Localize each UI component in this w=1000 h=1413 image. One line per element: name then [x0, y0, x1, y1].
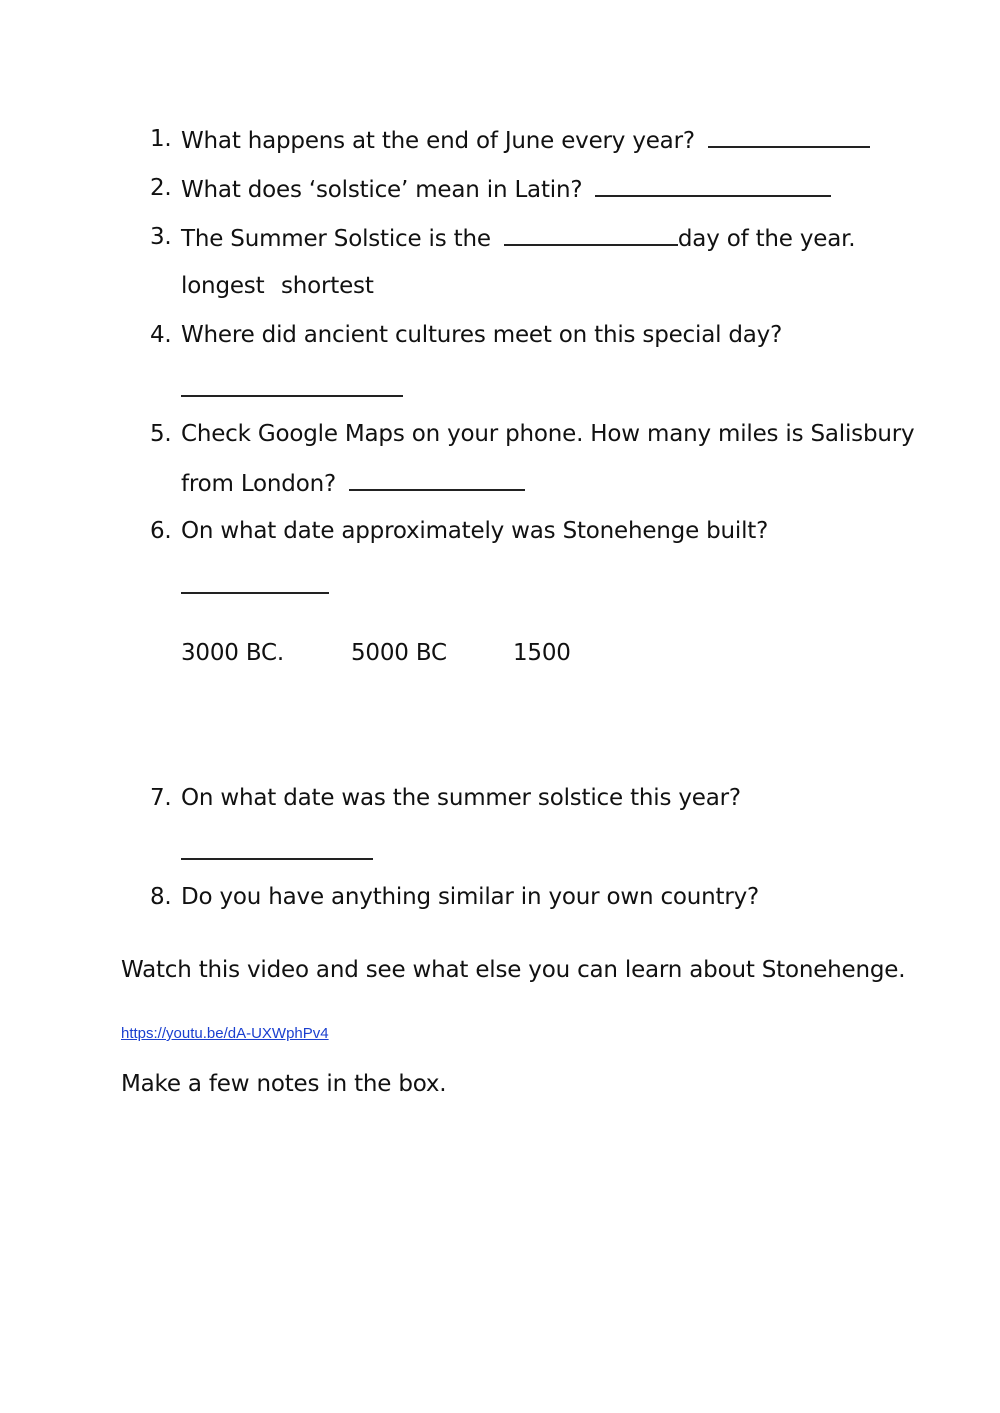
question-3-text-after: day of the year.	[677, 226, 856, 252]
question-6-text: On what date approximately was Stonehenge built?	[181, 518, 769, 544]
notes-instruction: Make a few notes in the box.	[121, 1071, 447, 1097]
question-1-number: 1.	[150, 126, 172, 152]
question-2-number: 2.	[150, 175, 172, 201]
question-8-text: Do you have anything similar in your own country?	[181, 884, 760, 910]
question-4-text: Where did ancient cultures meet on this special day?	[181, 322, 783, 348]
answer-blank-7[interactable]	[181, 836, 373, 860]
answer-blank-3[interactable]	[504, 222, 678, 246]
question-5-text: Check Google Maps on your phone. How many miles is Salisbury	[181, 421, 915, 447]
question-4-number: 4.	[150, 322, 172, 348]
question-7-number: 7.	[150, 785, 172, 811]
question-5-text-line2: from London?	[181, 471, 336, 497]
video-instruction: Watch this video and see what else you can learn about Stonehenge.	[121, 957, 906, 983]
question-6-number: 6.	[150, 518, 172, 544]
question-1-text: What happens at the end of June every year?	[181, 128, 695, 154]
question-3-number: 3.	[150, 224, 172, 250]
question-8-number: 8.	[150, 884, 172, 910]
question-7-text: On what date was the summer solstice this year?	[181, 785, 741, 811]
answer-blank-5[interactable]	[349, 467, 525, 491]
video-link[interactable]: https://youtu.be/dA-UXWphPv4	[121, 1025, 329, 1042]
question-5-number: 5.	[150, 421, 172, 447]
answer-blank-4[interactable]	[181, 373, 403, 397]
option-1500[interactable]: 1500	[513, 640, 571, 666]
answer-blank-6[interactable]	[181, 570, 329, 594]
answer-blank-2[interactable]	[595, 173, 831, 197]
option-longest[interactable]: longest	[181, 273, 265, 299]
question-2-text: What does ‘solstice’ mean in Latin?	[181, 177, 583, 203]
option-3000-bc[interactable]: 3000 BC.	[181, 640, 284, 666]
question-3-text-before: The Summer Solstice is the	[181, 226, 491, 252]
option-shortest[interactable]: shortest	[281, 273, 374, 299]
question-5-line2	[181, 467, 525, 499]
option-5000-bc[interactable]: 5000 BC	[351, 640, 447, 666]
answer-blank-1[interactable]	[708, 124, 870, 148]
